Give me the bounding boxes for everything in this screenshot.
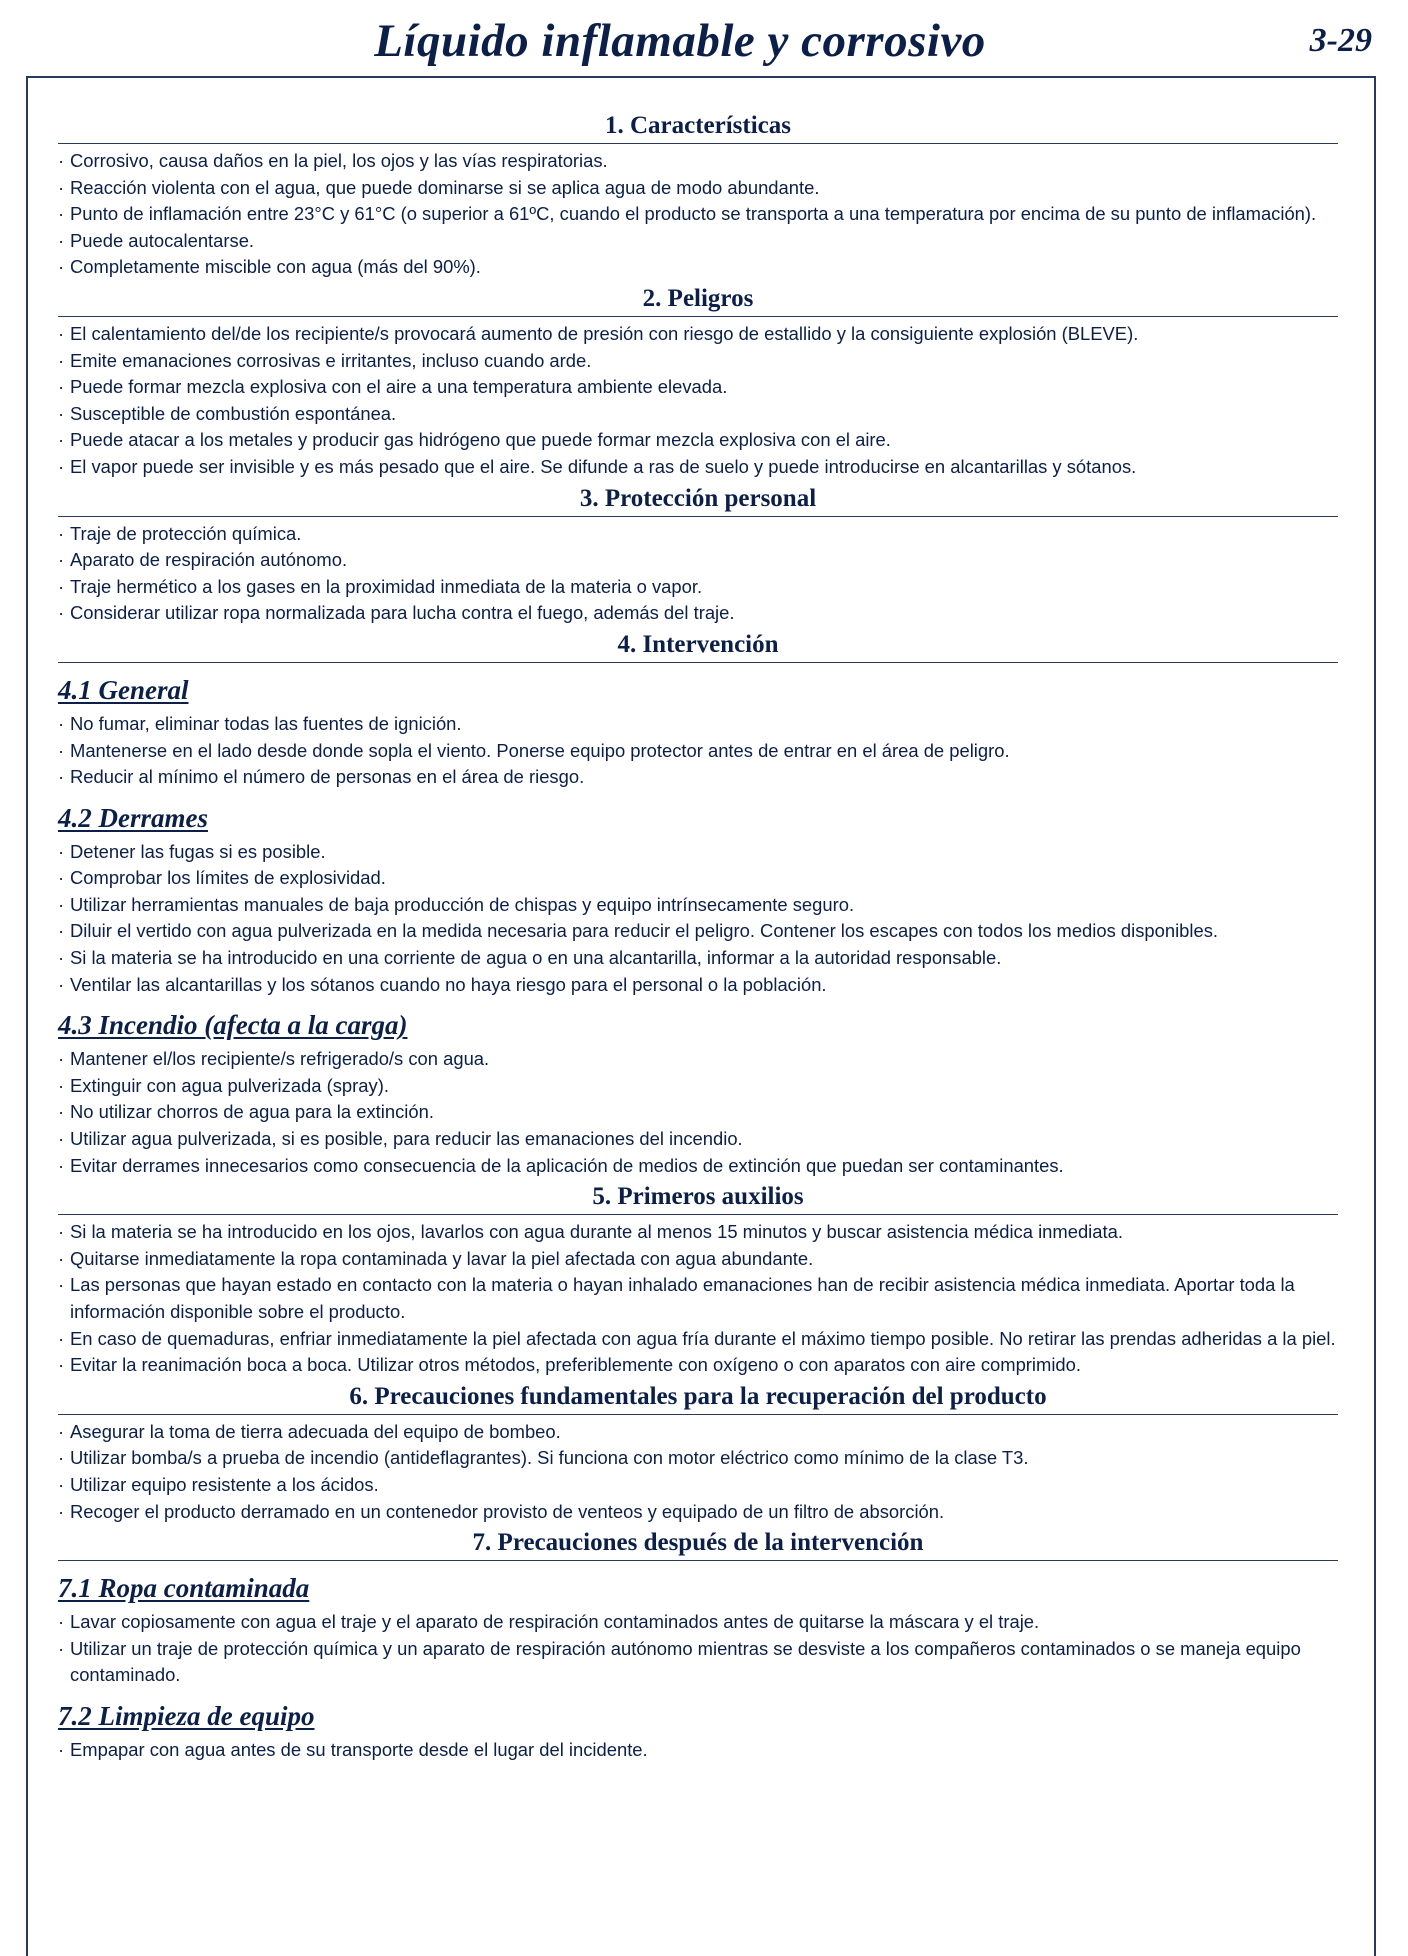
list-personal-protection — [58, 521, 1338, 627]
page-title: Líquido inflamable y corrosivo — [374, 15, 986, 67]
document-body — [58, 108, 1338, 1764]
list-hazards — [58, 321, 1338, 481]
list-item: · No fumar, eliminar todas las fuentes de ignición. — [58, 711, 1338, 738]
list-item: · Utilizar bomba/s a prueba de incendio (antideflagrantes). Si funciona con motor eléctrico como mínimo de la clase T3. — [58, 1445, 1338, 1472]
section-heading-hazards: 2. Peligros — [58, 283, 1338, 317]
list-item: · El calentamiento del/de los recipiente/s provocará aumento de presión con riesgo de estallido y la consiguiente explosión (BLEVE). — [58, 321, 1338, 348]
list-item: · Puede formar mezcla explosiva con el aire a una temperatura ambiente elevada. — [58, 374, 1338, 401]
list-fire — [58, 1046, 1338, 1179]
subsection-heading-equipment-cleaning: 7.2 Limpieza de equipo — [58, 1700, 315, 1731]
list-item: · Punto de inflamación entre 23°C y 61°C (o superior a 61ºC, cuando el producto se transporta a una temperatura por encima de su punto de inflamación). — [58, 201, 1338, 228]
list-item: · Utilizar un traje de protección química y un aparato de respiración autónomo mientras se desviste a los compañeros contaminados o se maneja equipo contaminado. — [58, 1636, 1338, 1689]
subsection-heading-general: 4.1 General — [58, 674, 189, 705]
subsection-heading-contaminated-clothing: 7.1 Ropa contaminada — [58, 1573, 310, 1604]
list-item: · Utilizar equipo resistente a los ácidos. — [58, 1472, 1338, 1499]
list-item: · No utilizar chorros de agua para la extinción. — [58, 1099, 1338, 1126]
list-item: · Empapar con agua antes de su transporte desde el lugar del incidente. — [58, 1737, 1338, 1764]
list-item: · Si la materia se ha introducido en los ojos, lavarlos con agua durante al menos 15 minutos y buscar asistencia médica inmediata. — [58, 1219, 1338, 1246]
list-first-aid — [58, 1219, 1338, 1379]
list-item: · Evitar derrames innecesarios como consecuencia de la aplicación de medios de extinción que puedan ser contaminantes. — [58, 1153, 1338, 1180]
list-item: · Evitar la reanimación boca a boca. Utilizar otros métodos, preferiblemente con oxígeno o con aparatos con aire comprimido. — [58, 1352, 1338, 1379]
page-number: 3-29 — [1309, 22, 1372, 59]
list-item: · Recoger el producto derramado en un contenedor provisto de venteos y equipado de un filtro de absorción. — [58, 1499, 1338, 1526]
list-contaminated-clothing — [58, 1609, 1338, 1689]
list-item: · Aparato de respiración autónomo. — [58, 547, 1338, 574]
list-item: · Mantener el/los recipiente/s refrigerado/s con agua. — [58, 1046, 1338, 1073]
list-item: · En caso de quemaduras, enfriar inmediatamente la piel afectada con agua fría durante el máximo tiempo posible. No retirar las prendas adheridas a la piel. — [58, 1326, 1338, 1353]
section-heading-product-recovery: 6. Precauciones fundamentales para la recuperación del producto — [58, 1381, 1338, 1415]
list-general — [58, 711, 1338, 791]
section-heading-personal-protection: 3. Protección personal — [58, 483, 1338, 517]
section-heading-characteristics: 1. Características — [58, 110, 1338, 144]
list-item: · Utilizar herramientas manuales de baja producción de chispas y equipo intrínsecamente seguro. — [58, 892, 1338, 919]
list-item: · Reducir al mínimo el número de personas en el área de riesgo. — [58, 764, 1338, 791]
subsection-heading-fire: 4.3 Incendio (afecta a la carga) — [58, 1010, 408, 1041]
list-item: · El vapor puede ser invisible y es más pesado que el aire. Se difunde a ras de suelo y puede introducirse en alcantarillas y sótanos. — [58, 454, 1338, 481]
list-item: · Mantenerse en el lado desde donde sopla el viento. Ponerse equipo protector antes de entrar en el área de peligro. — [58, 738, 1338, 765]
list-item: · Si la materia se ha introducido en una corriente de agua o en una alcantarilla, informar a la autoridad responsable. — [58, 945, 1338, 972]
list-item: · Asegurar la toma de tierra adecuada del equipo de bombeo. — [58, 1419, 1338, 1446]
list-item: · Quitarse inmediatamente la ropa contaminada y lavar la piel afectada con agua abundante. — [58, 1246, 1338, 1273]
list-item: · Lavar copiosamente con agua el traje y el aparato de respiración contaminados antes de quitarse la máscara y el traje. — [58, 1609, 1338, 1636]
list-product-recovery — [58, 1419, 1338, 1525]
list-item: · Reacción violenta con el agua, que puede dominarse si se aplica agua de modo abundante. — [58, 175, 1338, 202]
list-item: · Utilizar agua pulverizada, si es posible, para reducir las emanaciones del incendio. — [58, 1126, 1338, 1153]
list-item: · Traje hermético a los gases en la proximidad inmediata de la materia o vapor. — [58, 574, 1338, 601]
list-item: · Puede autocalentarse. — [58, 228, 1338, 255]
subsection-heading-spills: 4.2 Derrames — [58, 802, 208, 833]
list-equipment-cleaning — [58, 1737, 1338, 1764]
list-item: · Diluir el vertido con agua pulverizada en la medida necesaria para reducir el peligro. Contener los escapes con todos los medios disponibles. — [58, 918, 1338, 945]
section-heading-first-aid: 5. Primeros auxilios — [58, 1181, 1338, 1215]
list-characteristics — [58, 148, 1338, 281]
list-item: · Completamente miscible con agua (más del 90%). — [58, 254, 1338, 281]
list-spills — [58, 839, 1338, 999]
section-heading-post-intervention: 7. Precauciones después de la intervención — [58, 1527, 1338, 1561]
list-item: · Las personas que hayan estado en contacto con la materia o hayan inhalado emanaciones han de recibir asistencia médica inmediata. Aportar toda la información disponible sobre el producto. — [58, 1272, 1338, 1325]
list-item: · Comprobar los límites de explosividad. — [58, 865, 1338, 892]
list-item: · Susceptible de combustión espontánea. — [58, 401, 1338, 428]
list-item: · Ventilar las alcantarillas y los sótanos cuando no haya riesgo para el personal o la población. — [58, 972, 1338, 999]
list-item: · Corrosivo, causa daños en la piel, los ojos y las vías respiratorias. — [58, 148, 1338, 175]
list-item: · Traje de protección química. — [58, 521, 1338, 548]
list-item: · Considerar utilizar ropa normalizada para lucha contra el fuego, además del traje. — [58, 600, 1338, 627]
list-item: · Emite emanaciones corrosivas e irritantes, incluso cuando arde. — [58, 348, 1338, 375]
section-heading-intervention: 4. Intervención — [58, 629, 1338, 663]
list-item: · Puede atacar a los metales y producir gas hidrógeno que puede formar mezcla explosiva con el aire. — [58, 427, 1338, 454]
list-item: · Detener las fugas si es posible. — [58, 839, 1338, 866]
list-item: · Extinguir con agua pulverizada (spray). — [58, 1073, 1338, 1100]
